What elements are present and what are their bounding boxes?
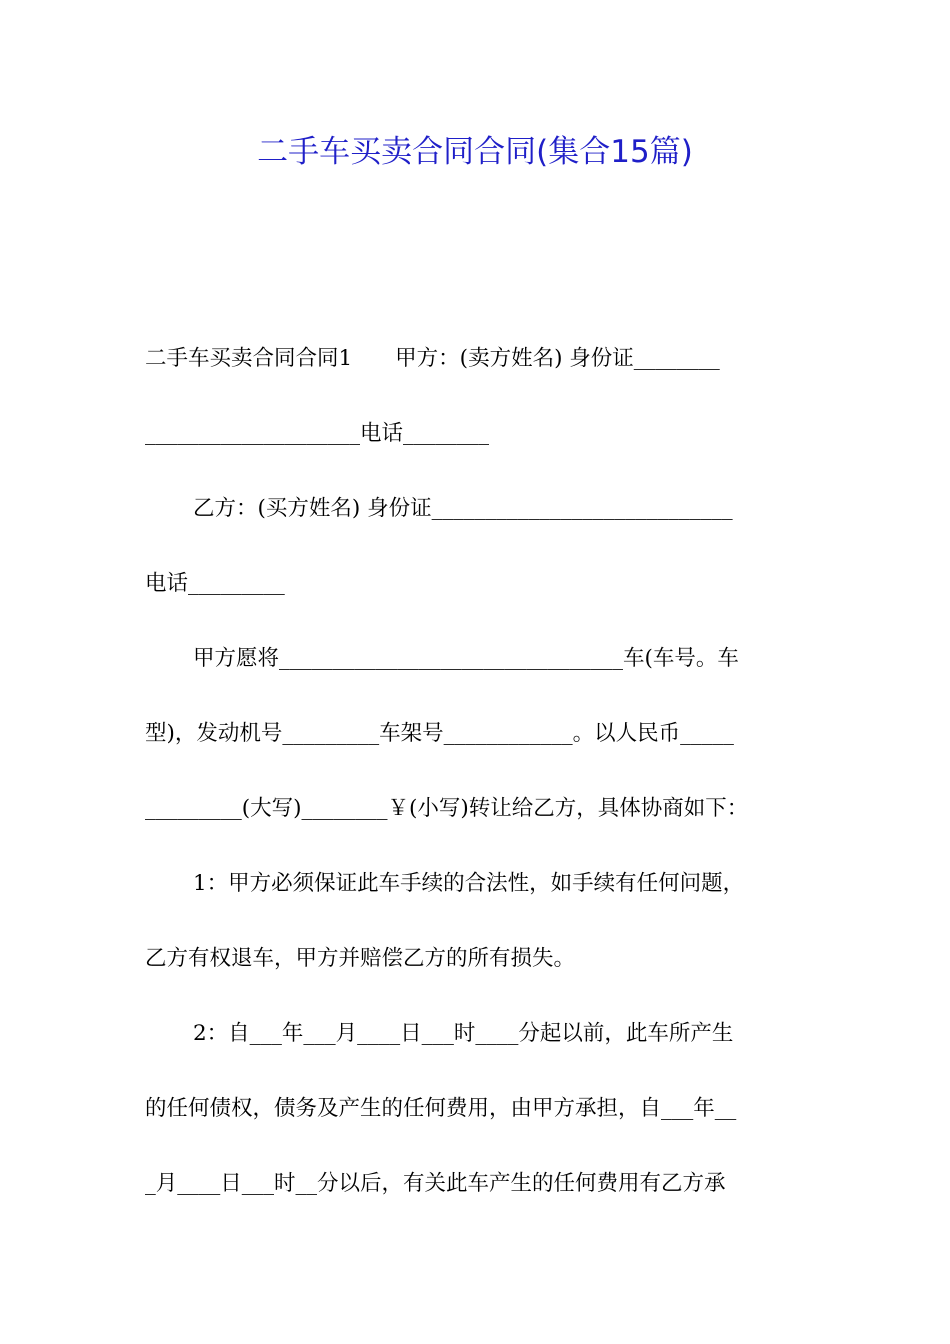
party-b-phone-line: 电话_________ [145,571,285,596]
clause-1-line-2: 乙方有权退车，甲方并赔偿乙方的所有损失。 [145,946,576,971]
contract-heading-line: 二手车买卖合同合同1 甲方：(卖方姓名) 身份证________ [145,346,720,371]
clause-1-line-1: 1：甲方必须保证此车手续的合法性，如手续有任何问题， [193,871,745,896]
vehicle-transfer-line-2: 型)，发动机号_________车架号____________。以人民币_____ [145,721,734,746]
clause-2-line-3: _月____日___时__分以后，有关此车产生的任何费用有乙方承 [145,1171,726,1196]
vehicle-transfer-line-3: _________(大写)________￥(小写)转让给乙方，具体协商如下： [145,796,749,821]
document-title: 二手车买卖合同合同(集合15篇) [257,134,693,170]
clause-2-line-1: 2：自___年___月____日___时____分起以前，此车所产生 [193,1021,734,1046]
party-a-phone-line: ____________________电话________ [145,421,490,446]
party-b-id-line: 乙方：(买方姓名) 身份证____________________________ [193,496,733,521]
vehicle-transfer-line-1: 甲方愿将________________________________车(车号。车 [193,646,739,671]
clause-2-line-2: 的任何债权，债务及产生的任何费用，由甲方承担，自___年__ [145,1096,737,1121]
